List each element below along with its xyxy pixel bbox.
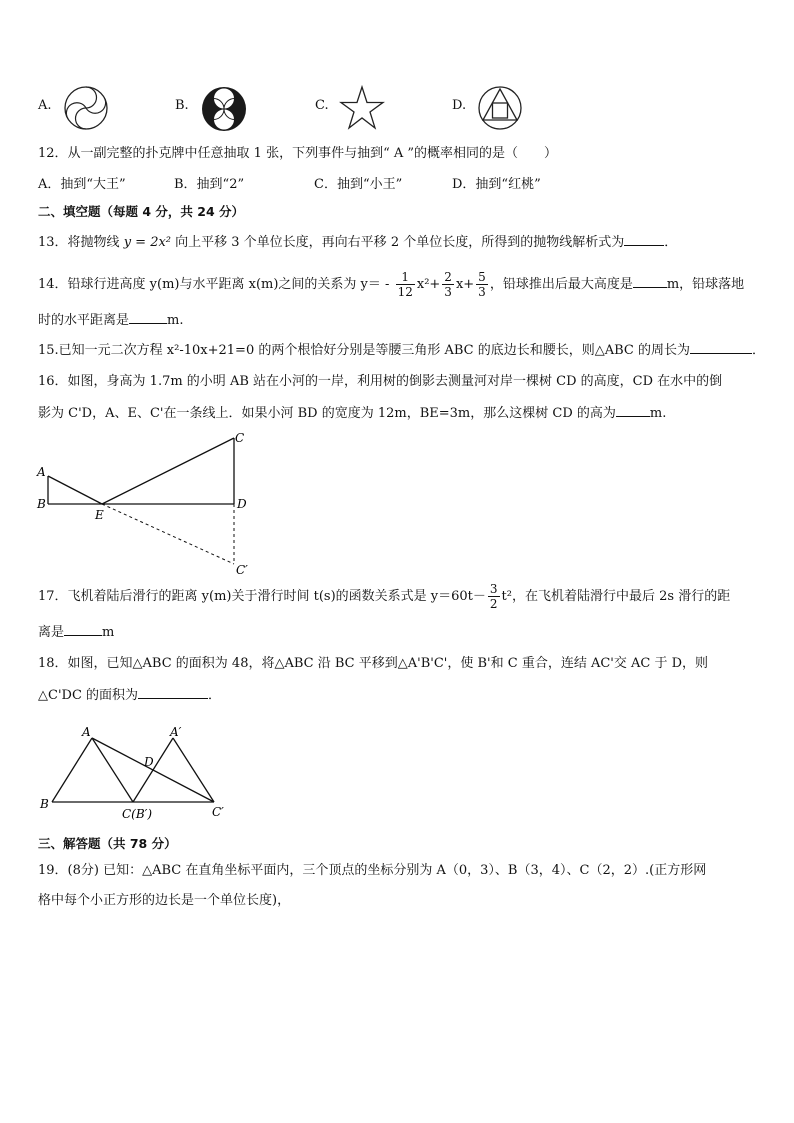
label-c-prime: C′ [236,563,248,577]
segment-ec [102,438,234,504]
q19-line2: 格中每个小正方形的边长是一个单位长度)， [38,893,291,908]
q17-frac [488,582,500,611]
q12-option-a: A．抽到“大王” [38,177,126,192]
label-b: B [40,797,49,811]
q14 [38,270,744,300]
q17-pre: 17．飞机着陆后滑行的距离 y(m)关于滑行时间 t(s)的函数关系式是 y＝60t－ [38,589,486,604]
five-point-star-icon [338,84,386,132]
q18-answer-blank[interactable] [138,686,208,699]
label-c: C [235,431,245,445]
q14-post2: m，铅球落地 [666,277,745,292]
q17-line2-text: 离是 [38,625,65,640]
option-b-label: B. [175,98,189,113]
q14-frac1 [396,270,415,299]
q14-frac3 [476,270,488,299]
q14-post: ，铅球推出后最大高度是 [489,277,633,292]
figure-18-translation-diagram [34,722,244,827]
q13-answer-blank[interactable] [624,233,664,246]
segment-ac [92,738,133,802]
q15-text: 15.已知一元二次方程 x²-10x+21=0 的两个根恰好分别是等腰三角形 ABC 的底边长和腰长，则△ABC 的周长为 [38,343,691,358]
q16-line2-text: 影为 C'D，A、E、C'在一条线上．如果小河 BD 的宽度为 12m，BE=3m，那么这棵树 CD 的高为 [38,406,616,421]
q18-line2-text: △C'DC 的面积为 [38,688,139,703]
q14-frac3-den: 3 [478,285,486,299]
q13-formula: y = 2x² [123,235,172,250]
q14-frac2-den: 3 [444,285,452,299]
q17-post: t²，在飞机着陆滑行中最后 2s 滑行的距 [501,589,731,604]
q14-line2-text: 时的水平距离是 [38,313,130,328]
label-a-prime: A′ [170,725,182,739]
q14-frac1-den: 12 [397,285,413,299]
option-d-label: D. [452,98,467,113]
q16-answer-blank[interactable] [616,404,650,417]
label-c-b-prime: C(B′) [122,807,153,821]
q14-frac1-num: 1 [396,270,415,285]
q16-line2 [38,404,666,424]
q12-stem: 12．从一副完整的扑克牌中任意抽取 1 张，下列事件与抽到“ A ”的概率相同的是（ ） [38,146,558,161]
q15 [38,341,765,361]
q17-frac-den: 2 [489,597,498,611]
label-c-prime: C′ [212,805,224,819]
section2-heading: 二、填空题（每题 4 分，共 24 分） [38,204,245,219]
q18-line2-end: ． [208,688,222,703]
label-b: B [37,497,46,511]
q15-answer-blank[interactable] [690,341,752,354]
q12-option-d: D．抽到“红桃” [452,177,541,192]
q17-line2-end: m [102,625,115,640]
q16-line1: 16．如图，身高为 1.7m 的小明 AB 站在小河的一岸，利用树的倒影去测量河对岸一棵树 CD 的高度，CD 在水中的倒 [38,374,723,389]
q12-option-b: B．抽到“2” [174,177,245,192]
q14-frac2 [442,270,454,299]
four-petal-circle-icon [199,84,249,134]
q17-line2 [38,623,114,643]
tomoe-circle-icon [62,84,110,132]
q17-answer-blank[interactable] [64,623,102,636]
figure-16-reflection-diagram [34,428,264,578]
segment-ac-prime [92,738,214,802]
q16-line2-end: m. [649,406,667,421]
label-d: D [144,755,154,769]
q13 [38,233,677,253]
q14-frac3-num: 5 [478,270,486,284]
label-a: A [82,725,91,739]
segment-ec-prime [102,504,234,564]
section3-heading: 三、解答题（共 78 分） [38,836,177,851]
label-e: E [95,508,104,522]
q13-end: ． [664,235,678,250]
segment-a-prime-c-prime [173,738,214,802]
q14-answer-blank2[interactable] [129,311,167,324]
q13-post: 向上平移 3 个单位长度，再向右平移 2 个单位长度，所得到的抛物线解析式为 [171,235,625,250]
square-in-triangle-in-circle-icon [476,84,524,132]
q18-line2 [38,686,221,706]
q15-end: ． [752,343,766,358]
label-a: A [37,465,46,479]
q14-mid1: x²+ [416,277,441,292]
q14-mid2: x+ [455,277,475,292]
option-c-label: C. [315,98,329,113]
q14-answer-blank1[interactable] [633,275,667,288]
q18-line1: 18．如图，已知△ABC 的面积为 48，将△ABC 沿 BC 平移到△A'B'C'，使 B'和 C 重合，连结 AC'交 AC 于 D，则 [38,656,709,671]
q14-line2 [38,311,183,331]
segment-ae [48,476,102,504]
q14-pre: 14．铅球行进高度 y(m)与水平距离 x(m)之间的关系为 y＝ - [38,277,390,292]
q17 [38,582,730,612]
q13-pre: 13．将抛物线 [38,235,124,250]
q12-option-c: C．抽到“小王” [314,177,403,192]
option-a-label: A. [38,98,52,113]
q19-line1: 19．(8分) 已知：△ABC 在直角坐标平面内，三个顶点的坐标分别为 A（0，3）、B（3，4）、C（2，2）.(正方形网 [38,863,707,878]
label-d: D [237,497,247,511]
q14-frac2-num: 2 [444,270,452,284]
q14-line2-end: m. [167,313,184,328]
segment-ba [52,738,92,802]
q17-frac-num: 3 [489,582,498,596]
